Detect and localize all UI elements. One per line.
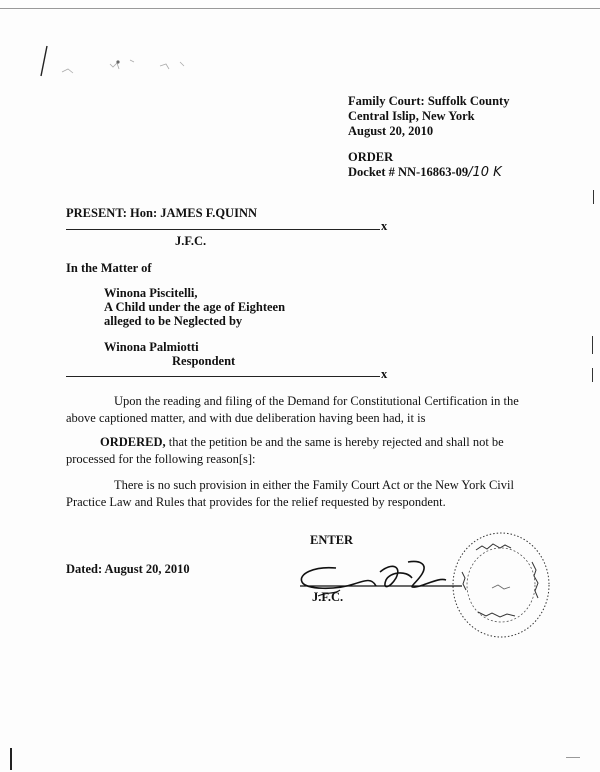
- dated-line: Dated: August 20, 2010: [66, 562, 190, 576]
- scan-bottom-left-mark: [10, 748, 12, 770]
- docket-number: [348, 164, 502, 181]
- docket-prefix: Docket # NN-16863-09: [348, 165, 469, 179]
- scan-margin-mark: [593, 190, 594, 204]
- matter-intro: In the Matter of: [66, 261, 152, 275]
- paragraph-reason-text: There is no such provision in either the Family Court Act or the New York Civil Practice Law and Rules that provides for the relief requested by respondent.: [66, 478, 514, 509]
- scan-top-line: [0, 8, 600, 9]
- child-description: A Child under the age of Eighteen: [104, 300, 286, 314]
- respondent-name: Winona Palmiotti: [104, 340, 199, 354]
- ordered-label: ORDERED,: [100, 435, 166, 449]
- scan-margin-mark-3: [592, 368, 593, 382]
- child-allegation: alleged to be Neglected by: [104, 314, 243, 328]
- order-title: ORDER: [348, 150, 394, 164]
- present-judge: PRESENT: Hon: JAMES F.QUINN: [66, 206, 257, 220]
- present-jfc: J.F.C.: [175, 234, 207, 248]
- signature-jfc: J.F.C.: [312, 590, 344, 604]
- caption-top-rule: [66, 229, 380, 230]
- court-date: August 20, 2010: [348, 124, 434, 138]
- court-name: Family Court: Suffolk County: [348, 94, 510, 108]
- child-name: Winona Piscitelli,: [104, 286, 198, 300]
- paragraph-ordered: [66, 434, 526, 468]
- paragraph-demand: [66, 393, 526, 427]
- ordered-text: that the petition be and the same is hereby rejected and shall not be processed for the following reason[s]:: [66, 435, 504, 466]
- scan-speckle: [60, 52, 200, 82]
- paragraph-reason: [66, 477, 526, 511]
- paragraph-demand-text: Upon the reading and filing of the Demand for Constitutional Certification in the above captioned matter, and with due deliberation having been had, it is: [66, 394, 519, 425]
- docket-handwritten-suffix: /10 K: [468, 165, 502, 180]
- enter-label: ENTER: [310, 533, 354, 547]
- respondent-label: Respondent: [172, 354, 236, 368]
- court-location: Central Islip, New York: [348, 109, 475, 123]
- scan-bottom-right-mark: [566, 757, 580, 758]
- caption-bottom-x: x: [381, 367, 388, 381]
- court-seal-icon: [448, 528, 554, 642]
- caption-top-x: x: [381, 219, 388, 233]
- handwritten-margin-mark: [38, 44, 50, 78]
- scan-margin-mark-2: [592, 336, 593, 354]
- caption-bottom-rule: [66, 376, 380, 377]
